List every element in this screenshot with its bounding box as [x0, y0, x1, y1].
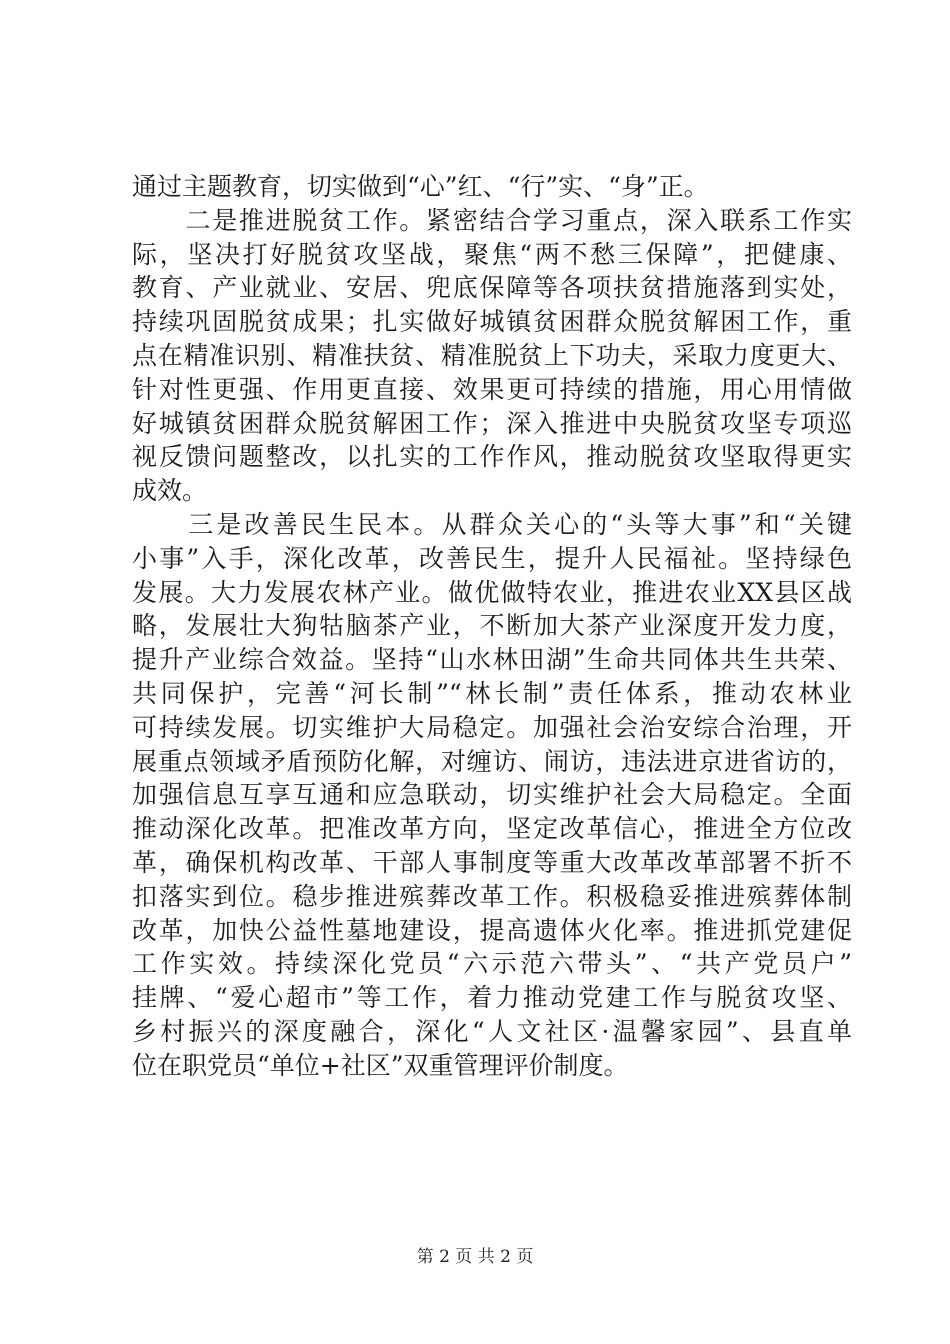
text-line: 扣落实到位。稳步推进殡葬改革工作。积极稳妥推进殡葬体制 [132, 881, 852, 911]
text-line: 挂牌、“爱心超市”等工作，着力推动党建工作与脱贫攻坚、 [132, 983, 852, 1013]
document-body [132, 170, 852, 1083]
page-number: 第 2 页 共 2 页 [416, 1247, 534, 1267]
text-line: 视反馈问题整改，以扎实的工作作风，推动脱贫攻坚取得更实 [132, 442, 852, 472]
text-line: 小事”入手，深化改革，改善民生，提升人民福祉。坚持绿色 [132, 543, 852, 573]
text-line: 际，坚决打好脱贫攻坚战，聚焦“两不愁三保障”，把健康、 [132, 239, 852, 269]
text-line: 针对性更强、作用更直接、效果更可持续的措施，用心用情做 [132, 374, 852, 404]
text-line: 教育、产业就业、安居、兜底保障等各项扶贫措施落到实处， [132, 273, 852, 303]
text-line: 持续巩固脱贫成果；扎实做好城镇贫困群众脱贫解困工作，重 [132, 307, 852, 337]
text-line: 提升产业综合效益。坚持“山水林田湖”生命共同体共生共荣、 [132, 645, 852, 675]
text-line: 展重点领域矛盾预防化解，对缠访、闹访，违法进京进省访的， [132, 746, 852, 776]
text-line: 共同保护，完善“河长制”“林长制”责任体系，推动农林业 [132, 678, 852, 708]
text-line: 工作实效。持续深化党员“六示范六带头”、“共产党员户” [132, 949, 852, 979]
text-line: 位在职党员“单位+社区”双重管理评价制度。 [132, 1050, 629, 1080]
text-line: 加强信息互享互通和应急联动，切实维护社会大局稳定。全面 [132, 780, 852, 810]
text-line: 乡村振兴的深度融合，深化“人文社区·温馨家园”、县直单 [132, 1016, 852, 1046]
text-line: 发展。大力发展农林产业。做优做特农业，推进农业XX县区战 [132, 577, 852, 607]
text-line: 成效。 [132, 476, 208, 506]
text-line: 略，发展壮大狗牯脑茶产业，不断加大茶产业深度开发力度， [132, 611, 852, 641]
text-line: 二是推进脱贫工作。紧密结合学习重点，深入联系工作实 [132, 205, 852, 235]
text-line: 点在精准识别、精准扶贫、精准脱贫上下功夫，采取力度更大、 [132, 340, 852, 370]
text-line: 可持续发展。切实维护大局稳定。加强社会治安综合治理，开 [132, 712, 852, 742]
text-line: 通过主题教育，切实做到“心”红、“行”实、“身”正。 [132, 172, 709, 201]
text-line: 推动深化改革。把准改革方向，坚定改革信心，推进全方位改 [132, 814, 852, 844]
text-line: 好城镇贫困群众脱贫解困工作；深入推进中央脱贫攻坚专项巡 [132, 408, 852, 438]
text-line: 革，确保机构改革、干部人事制度等重大改革改革部署不折不 [132, 847, 852, 877]
text-line: 三是改善民生民本。从群众关心的“头等大事”和“关键 [132, 509, 852, 539]
text-line: 改革，加快公益性墓地建设，提高遗体火化率。推进抓党建促 [132, 915, 852, 945]
